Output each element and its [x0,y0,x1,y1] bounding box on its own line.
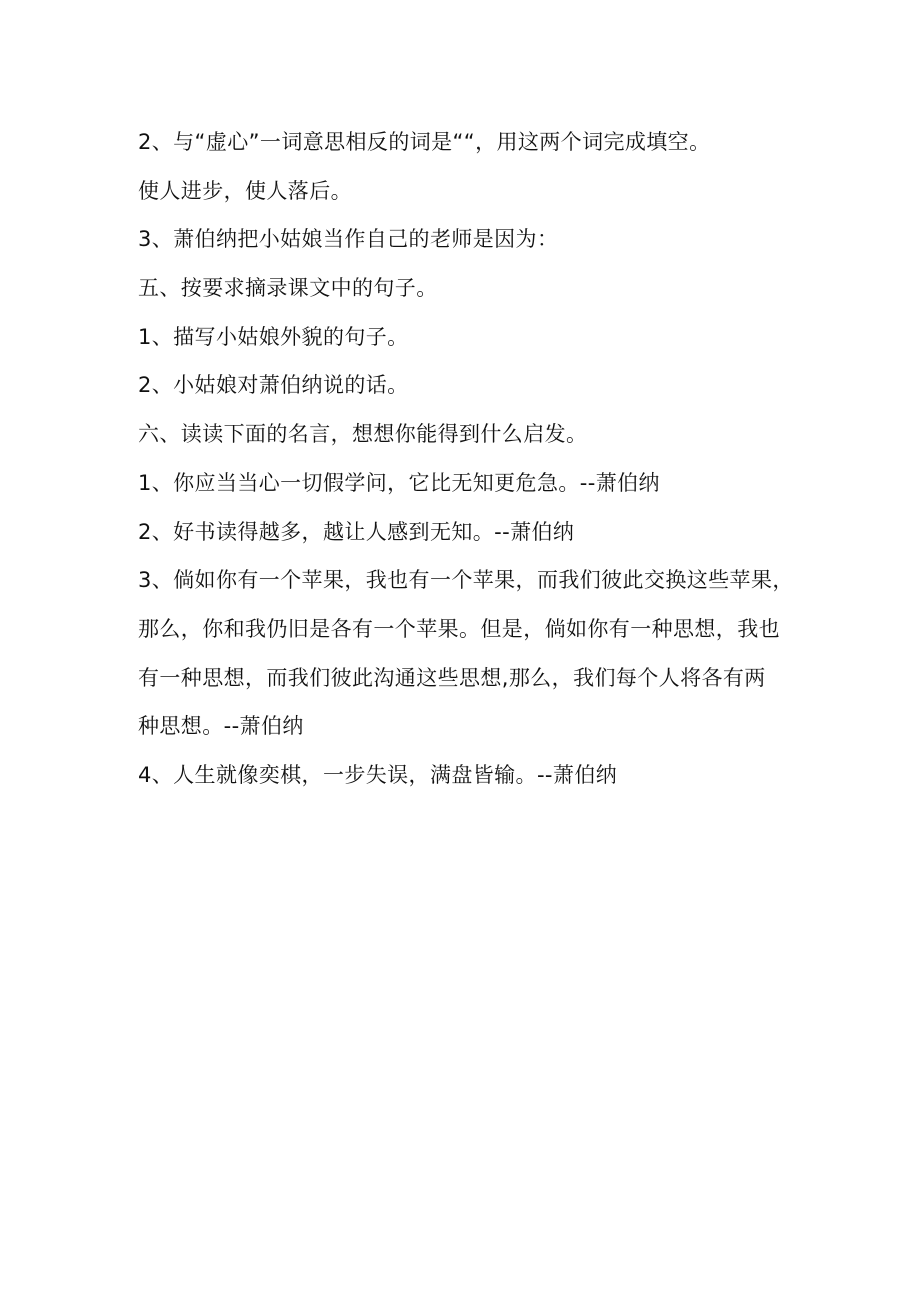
quote-3-line-2: 那么，你和我仍旧是各有一个苹果。但是，倘如你有一种思想，我也 [138,616,780,641]
section-5-item-2: 2、小姑娘对萧伯纳说的话。 [138,373,409,398]
section-5-heading: 五、按要求摘录课文中的句子。 [138,276,438,301]
question-2-fill-blank: 使人进步，使人落后。 [138,178,352,203]
quote-3-line-3: 有一种思想，而我们彼此沟通这些思想,那么，我们每个人将各有两 [138,665,766,690]
question-2-antonym: 2、与“虚心”一词意思相反的词是““，用这两个词完成填空。 [138,130,711,154]
quote-4: 4、人生就像奕棋，一步失误，满盘皆输。--萧伯纳 [138,762,618,787]
document-body [138,118,818,800]
quote-3-line-1: 3、倘如你有一个苹果，我也有一个苹果，而我们彼此交换这些苹果， [138,568,794,593]
quote-1: 1、你应当当心一切假学问，它比无知更危急。--萧伯纳 [138,470,660,495]
quote-2: 2、好书读得越多，越让人感到无知。--萧伯纳 [138,519,575,544]
section-6-heading: 六、读读下面的名言，想想你能得到什么启发。 [138,422,588,447]
section-5-item-1: 1、描写小姑娘外貌的句子。 [138,324,409,349]
quote-3-line-4: 种思想。--萧伯纳 [138,714,304,739]
question-3-teacher-reason: 3、萧伯纳把小姑娘当作自己的老师是因为： [138,227,559,252]
